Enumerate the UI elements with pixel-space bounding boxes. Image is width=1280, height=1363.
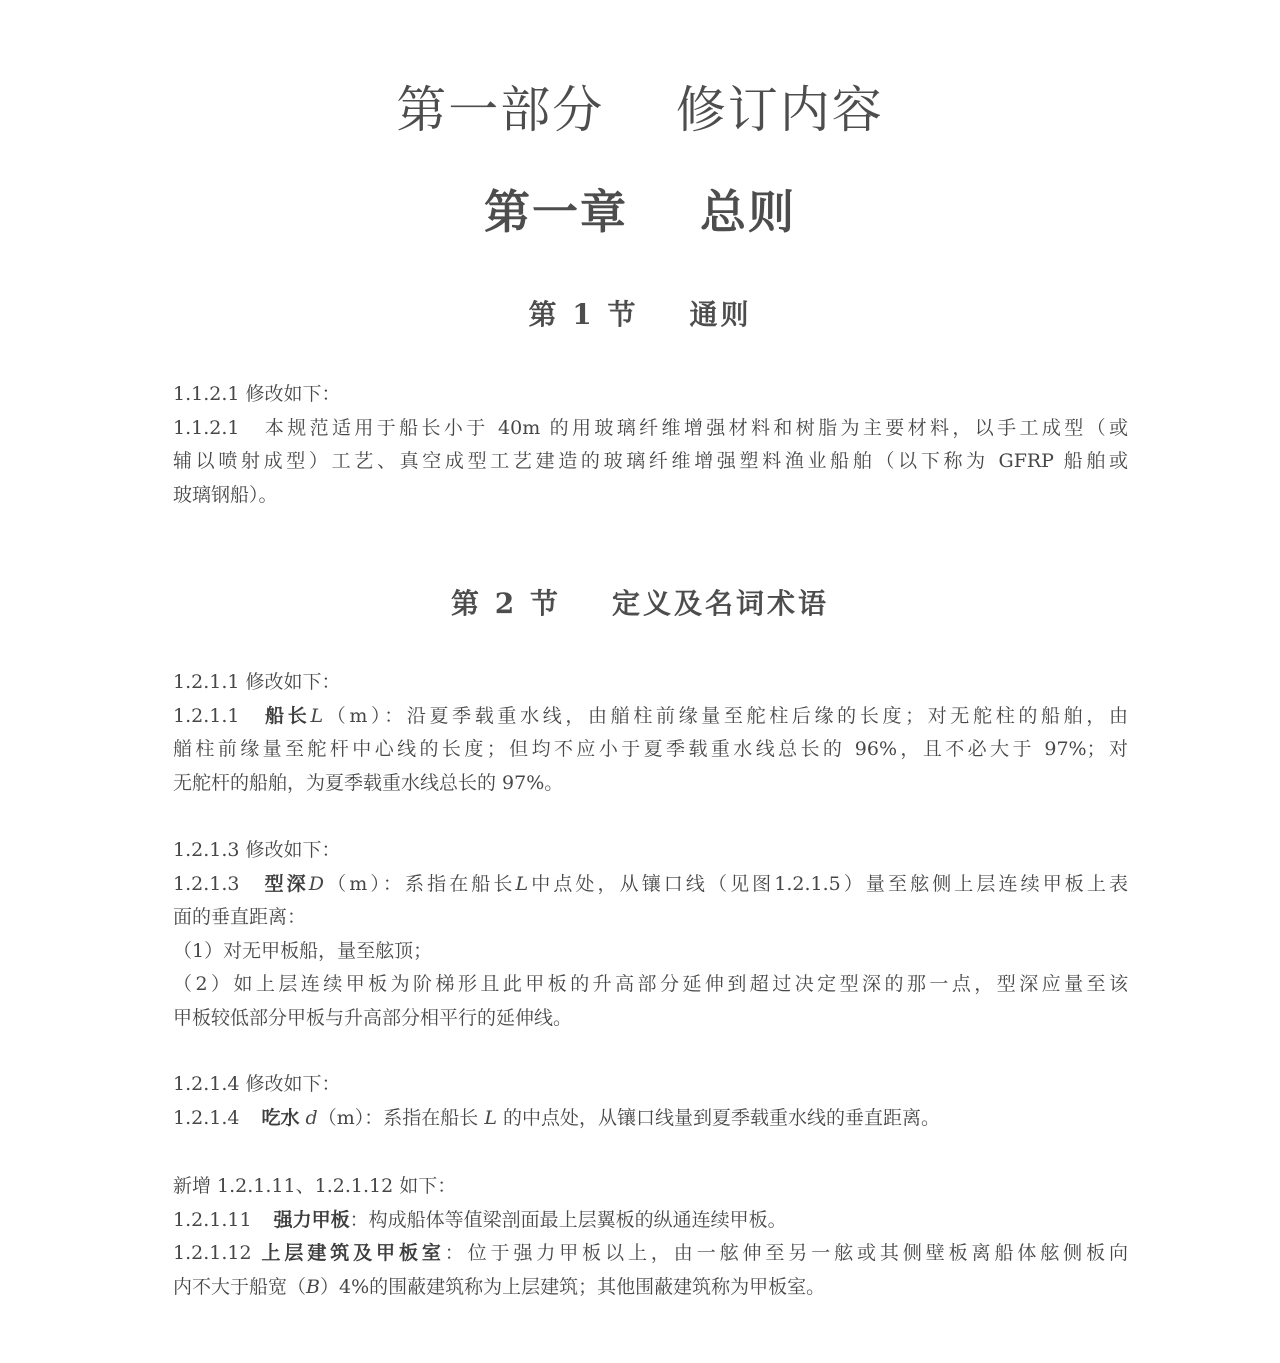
clause-text: ：系指在船长	[382, 872, 516, 895]
clause-line: 艏柱前缘量至舵杆中心线的长度；但均不应小于夏季载重水线总长的 96%，且不必大于 97%；对	[173, 738, 1128, 760]
clause-number: 1.2.1.12	[173, 1242, 252, 1264]
clause-line	[173, 412, 1128, 446]
clause-line: 甲板较低部分甲板与升高部分相平行的延伸线。	[173, 1006, 573, 1029]
chapter-title: 第一章 总则	[483, 185, 797, 239]
clause-line: 无舵杆的船舶，为夏季载重水线总长的 97%。	[173, 771, 564, 794]
clause-line	[173, 868, 1128, 902]
clause-1-2-1-4	[173, 1068, 1128, 1135]
clause-number: 1.1.2.1	[173, 416, 240, 439]
clause-text: 本规范适用于船长小于 40m 的用玻璃纤维增强材料和树脂为主要材料，以手工成型（或	[261, 416, 1128, 439]
clause-text: 内不大于船宽（	[173, 1275, 307, 1298]
clause-number: 1.2.1.11	[173, 1208, 252, 1231]
term-symbol: D	[308, 872, 325, 895]
clause-line: 玻璃钢船）。	[173, 483, 278, 506]
clause-line: （2）如上层连续甲板为阶梯形且此甲板的升高部分延伸到超过决定型深的那一点，型深应量至该	[173, 973, 1128, 995]
clause-line	[173, 1102, 1128, 1136]
term-unit: （m）	[323, 704, 385, 727]
clause-1-1-2-1	[173, 378, 1128, 512]
clause-line	[173, 1237, 1128, 1271]
amendment-note: 1.2.1.1 修改如下：	[173, 671, 341, 693]
clause-text: ：位于强力甲板以上，由一舷伸至另一舷或其侧壁板离船体舷侧板向	[444, 1242, 1128, 1264]
clause-text: 的中点处，从镶口线量到夏季载重水线的垂直距离。	[502, 1106, 940, 1129]
clause-1-2-1-1	[173, 666, 1128, 800]
inline-symbol: L	[484, 1106, 497, 1129]
clause-text: ：系指在船长	[364, 1106, 479, 1129]
term: 吃水	[261, 1106, 300, 1129]
clause-text: 中点处，从镶口线（见图1.2.1.5）量至舷侧上层连续甲板上表	[528, 872, 1128, 895]
inline-symbol: L	[515, 872, 529, 895]
term-symbol: d	[305, 1106, 318, 1129]
term-unit: （m）	[324, 872, 383, 895]
inline-symbol: B	[306, 1275, 320, 1298]
section-1-title: 第 1 节 通则	[528, 298, 752, 331]
amendment-note: 新增 1.2.1.11、1.2.1.12 如下：	[173, 1175, 457, 1197]
clause-line: （1）对无甲板船，量至舷顶；	[173, 939, 433, 962]
amendment-note: 1.2.1.4 修改如下：	[173, 1073, 341, 1095]
part-title: 第一部分 修订内容	[396, 81, 884, 139]
amendment-note: 1.1.2.1 修改如下：	[173, 383, 341, 405]
clause-line	[173, 1204, 1128, 1238]
clause-number: 1.2.1.4	[173, 1106, 240, 1129]
clause-text: ：沿夏季载重水线，由艏柱前缘量至舵柱后缘的长度；对无舵柱的船舶，由	[384, 704, 1128, 727]
clause-number: 1.2.1.1	[173, 704, 240, 727]
section-2-title: 第 2 节 定义及名词术语	[451, 587, 829, 620]
term-unit: （m）	[317, 1106, 365, 1129]
clause-1-2-1-3	[173, 834, 1128, 1035]
term: 强力甲板	[273, 1208, 350, 1231]
clause-text: ）4%的围蔽建筑称为上层建筑；其他围蔽建筑称为甲板室。	[319, 1275, 826, 1298]
term-symbol: L	[310, 704, 324, 727]
clause-line	[173, 700, 1128, 734]
clause-line: 辅以喷射成型）工艺、真空成型工艺建造的玻璃纤维增强塑料渔业船舶（以下称为 GFRP 船舶或	[173, 450, 1128, 472]
term: 上层建筑及甲板室	[261, 1242, 445, 1264]
term: 型深	[261, 872, 309, 895]
clause-number: 1.2.1.3	[173, 872, 240, 895]
clause-line	[173, 1271, 1128, 1305]
clause-text: ：构成船体等值梁剖面最上层翼板的纵通连续甲板。	[349, 1208, 787, 1231]
clause-line: 面的垂直距离：	[173, 906, 307, 928]
clause-1-2-1-11-12	[173, 1170, 1128, 1304]
amendment-note: 1.2.1.3 修改如下：	[173, 839, 341, 861]
term: 船长	[261, 704, 311, 727]
